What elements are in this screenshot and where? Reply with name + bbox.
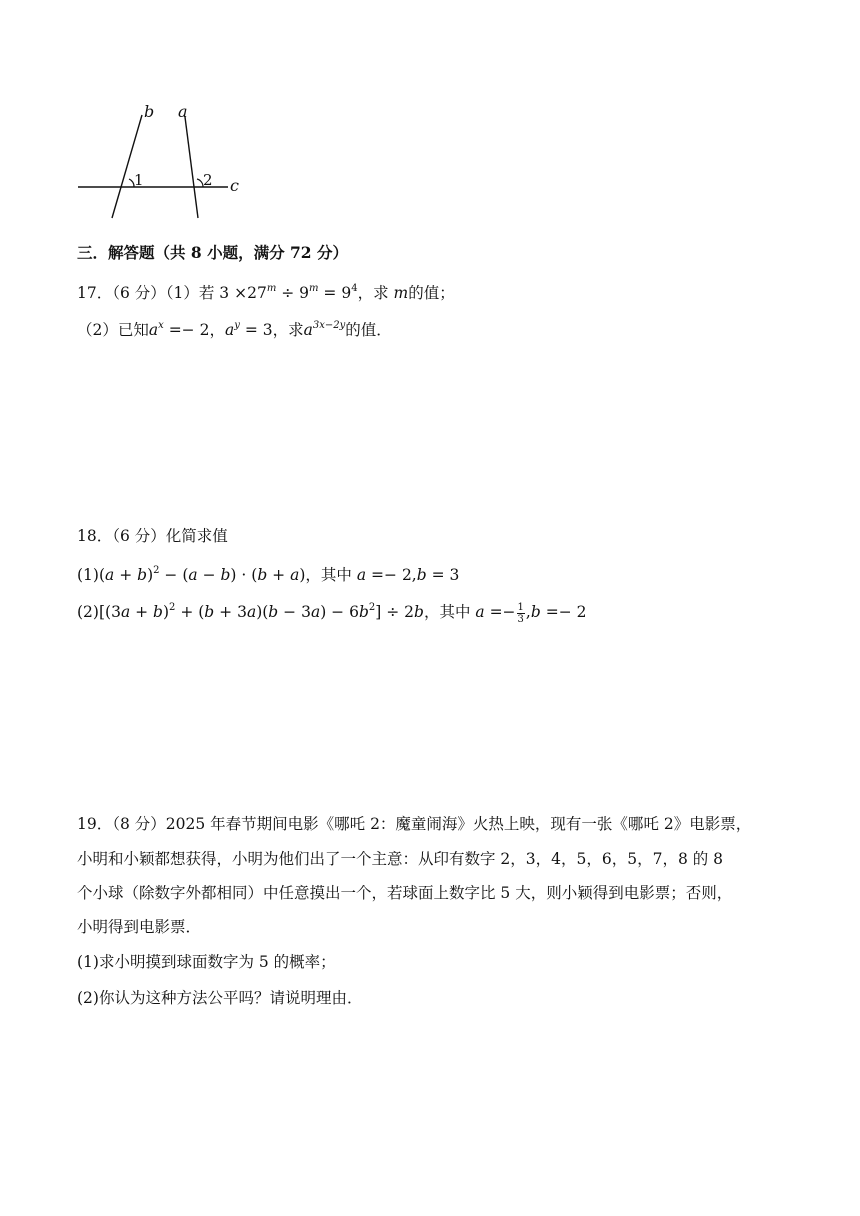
q19-line4: 小明得到电影票． — [77, 918, 202, 936]
parallel-lines-figure — [70, 95, 260, 225]
q18-title: 18．（6 分）化简求值 — [77, 527, 228, 545]
angle-1-label: 1 — [134, 171, 144, 189]
q17-part1-end: 的值； — [408, 284, 455, 302]
q17-part1: 17．（6 分）（1）若 $3 \times 27^m \div 9^m = 9^4$，求 m的值； — [77, 283, 455, 302]
section-heading: 三．解答题（共 8 小题，满分 72 分） — [77, 243, 348, 262]
q17-part2-prefix: （2）已知 — [77, 321, 149, 339]
q17-part2-end: 的值． — [345, 321, 392, 339]
q18-p1-cond: ，其中 — [305, 566, 352, 584]
q18-p1-label: (1) — [77, 566, 99, 584]
q19-sub2: (2)你认为这种方法公平吗？请说明理由． — [77, 989, 363, 1007]
q19-line2: 小明和小颖都想获得，小明为他们出了一个主意：从印有数字 2，3，4，5，6，5，7，8 的 8 — [77, 850, 724, 868]
line-b — [112, 115, 142, 218]
q18-p2-cond: ，其中 — [423, 603, 471, 621]
line-a — [185, 117, 198, 218]
q17-part2: （2）已知$a^x =- 2$，$a^y = 3$，求$a^{3x-2y}$的值． — [77, 320, 392, 339]
q18-p2-label: (2) — [77, 603, 99, 621]
q19-line3: 个小球（除数字外都相同）中任意摸出一个，若球面上数字比 5 大，则小颖得到电影票；否则， — [77, 884, 733, 902]
label-c: c — [230, 176, 239, 195]
q17-prefix: 17．（6 分）（1）若 3 ×27 — [77, 284, 267, 302]
angle-2-label: 2 — [203, 171, 213, 189]
label-b: b — [144, 102, 155, 121]
q17-part2-mid2: ，求 — [272, 321, 304, 339]
label-a: a — [178, 102, 188, 121]
q19-line1: 19．（8 分）2025 年春节期间电影《哪吒 2：魔童闹海》火热上映，现有一张《哪吒 2》电影票， — [77, 815, 752, 833]
q18-part2: $(2)[(3a + b)^2 + (b + 3a)(b - 3a) - 6b^2] \div 2b$，其中 a =− $\frac{1}{3}$ ,b =− 2 — [77, 601, 587, 625]
q18-part1: $(1)(a + b)^2 - (a - b) \cdot (b + a)$，其中 a =− 2,b = 3 — [77, 565, 460, 584]
q19-sub1: (1)求小明摸到球面数字为 5 的概率； — [77, 953, 336, 971]
q17-part2-mid: ， — [209, 321, 225, 339]
q17-part1-rest: ，求 — [357, 284, 389, 302]
